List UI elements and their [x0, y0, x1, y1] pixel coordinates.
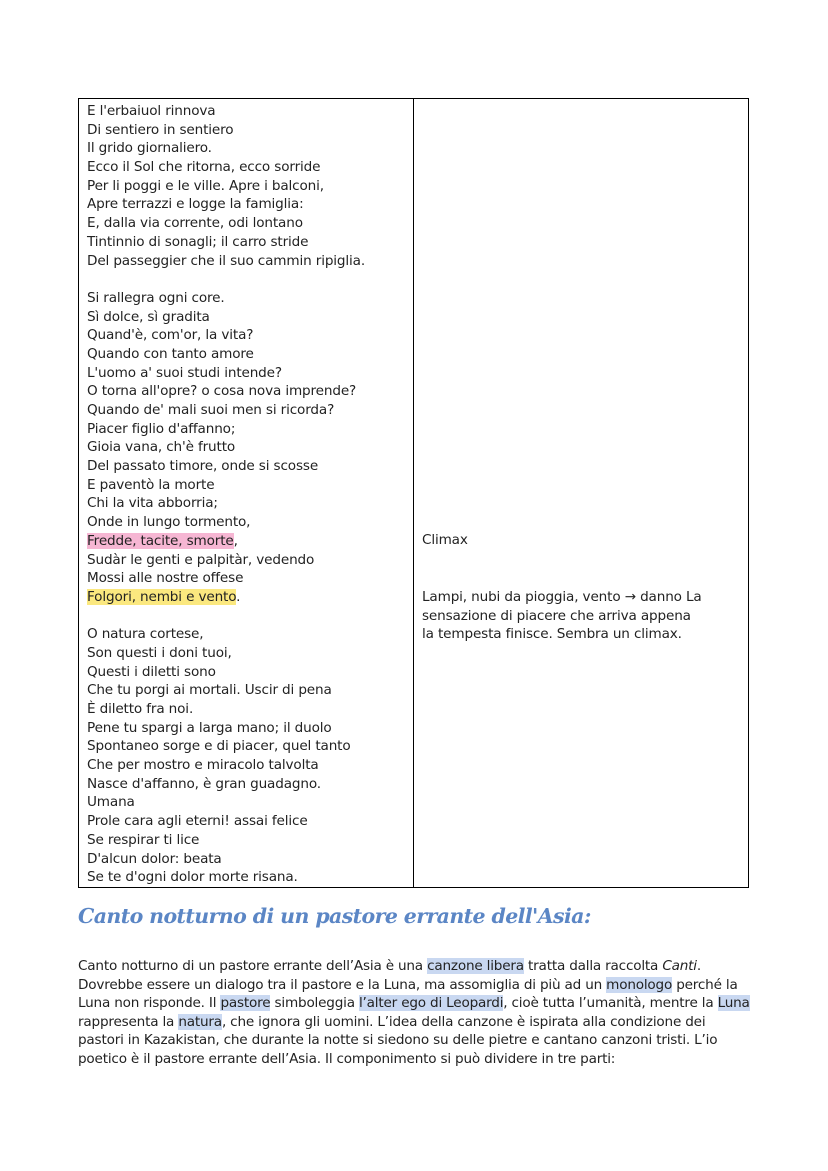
poem-line-highlighted	[87, 532, 413, 551]
poem-line: Quando de' mali suoi men si ricorda?	[87, 402, 335, 418]
text-run: , che ignora gli uomini. L’idea della canzone è ispirata alla condizione dei pastori in Kazakistan, che durante la notte si siedono su delle pietre e cantano canzoni tristi. L’io poetico è il pastore errante dell’Asia. Il componimento si può dividere in tre parti:	[78, 1013, 718, 1067]
poem-line: Che per mostro e miracolo talvolta	[87, 757, 319, 774]
poem-line: Nasce d'affanno, è gran guadagno.	[87, 775, 321, 792]
poem-line: E l'erbaiuol rinnova	[87, 103, 216, 119]
yellow-highlight: Folgori, nembi e vento	[87, 588, 237, 605]
poem-line: Prole cara agli eterni! assai felice	[87, 813, 308, 830]
poem-line: Tintinnio di sonagli; il carro stride	[87, 233, 309, 250]
poem-line: Se respirar ti lice	[87, 831, 200, 848]
poem-line: Si rallegra ogni core.	[87, 289, 225, 306]
poem-line: Se te d'ogni dolor morte risana.	[87, 869, 298, 886]
poem-line: Umana	[87, 794, 135, 811]
text-run: . Dovrebbe essere un dialogo tra il pastore e la Luna, ma assomiglia di più ad un	[78, 958, 701, 993]
poem-stanza-2	[87, 289, 413, 607]
poem-line: Quand'è, com'or, la vita?	[87, 327, 254, 344]
blue-highlight: natura	[178, 1013, 222, 1030]
notes-column	[414, 99, 748, 887]
poem-line: Apre terrazzi e logge la famiglia:	[87, 196, 304, 213]
stanza-gap	[87, 607, 413, 626]
poem-table	[78, 98, 749, 888]
punctuation: ,	[233, 532, 238, 549]
text-run: , cioè tutta l’umanità, mentre la	[503, 995, 718, 1012]
poem-line: D'alcun dolor: beata	[87, 850, 222, 867]
poem-line: E, dalla via corrente, odi lontano	[87, 215, 303, 232]
poem-line: È diletto fra noi.	[87, 701, 194, 717]
poem-line: Spontaneo sorge e di piacer, quel tanto	[87, 738, 351, 755]
intro-paragraph	[78, 957, 750, 1069]
note-line: sensazione di piacere che arriva appena	[422, 607, 691, 624]
poem-line-highlighted	[87, 588, 413, 607]
poem-line: Gioia vana, ch'è frutto	[87, 439, 236, 456]
italic-text: Canti	[662, 958, 697, 974]
poem-line: Chi la vita abborria;	[87, 495, 218, 512]
poem-line: Di sentiero in sentiero	[87, 121, 234, 138]
poem-stanza-1	[87, 102, 413, 270]
poem-line: Del passato timore, onde si scosse	[87, 458, 319, 475]
poem-line: Per li poggi e le ville. Apre i balconi,	[87, 177, 324, 194]
poem-line: Sudàr le genti e palpitàr, vedendo	[87, 551, 315, 568]
poem-line: Pene tu spargi a larga mano; il duolo	[87, 719, 332, 736]
note-climax: Climax	[422, 532, 468, 548]
poem-line: Il grido giornaliero.	[87, 140, 212, 157]
blue-highlight: Luna	[717, 995, 750, 1012]
poem-line: Del passeggier che il suo cammin ripiglia.	[87, 252, 366, 269]
poem-line: Questi i diletti sono	[87, 663, 216, 680]
text-run: perché la Luna non risponde. Il	[78, 976, 738, 1012]
poem-line: Onde in lungo tormento,	[87, 514, 251, 531]
stanza-gap	[87, 270, 413, 289]
poem-line: O natura cortese,	[87, 626, 204, 643]
poem-line: Quando con tanto amore	[87, 345, 254, 362]
poem-stanza-3	[87, 625, 413, 887]
blue-highlight: l’alter ego di Leopardi	[358, 995, 504, 1012]
text-run: Canto notturno di un pastore errante dell’Asia è una	[78, 958, 428, 974]
poem-line: Ecco il Sol che ritorna, ecco sorride	[87, 159, 321, 176]
poem-line: Mossi alle nostre offese	[87, 570, 244, 587]
blue-highlight: canzone libera	[427, 958, 524, 974]
punctuation: .	[236, 588, 241, 605]
poem-line: O torna all'opre? o cosa nova imprende?	[87, 383, 357, 400]
note-lampi	[422, 588, 742, 644]
text-run: simboleggia	[270, 995, 359, 1012]
blue-highlight: monologo	[606, 976, 673, 993]
pink-highlight: Fredde, tacite, smorte	[87, 532, 234, 549]
text-run: rappresenta la	[78, 1013, 179, 1030]
poem-line: Piacer figlio d'affanno;	[87, 420, 236, 437]
poem-text-column	[79, 99, 414, 887]
poem-line: L'uomo a' suoi studi intende?	[87, 364, 282, 381]
poem-line: Son questi i doni tuoi,	[87, 644, 232, 661]
poem-line: E paventò la morte	[87, 476, 215, 493]
text-run: tratta dalla raccolta	[523, 958, 663, 974]
poem-line: Sì dolce, sì gradita	[87, 308, 210, 325]
poem-line: Che tu porgi ai mortali. Uscir di pena	[87, 682, 332, 699]
note-line: la tempesta finisce. Sembra un climax.	[422, 626, 682, 643]
blue-highlight: pastore	[220, 995, 271, 1012]
note-line: Lampi, nubi da pioggia, vento → danno La	[422, 589, 702, 605]
section-title: Canto notturno di un pastore errante dell'Asia:	[78, 904, 591, 928]
